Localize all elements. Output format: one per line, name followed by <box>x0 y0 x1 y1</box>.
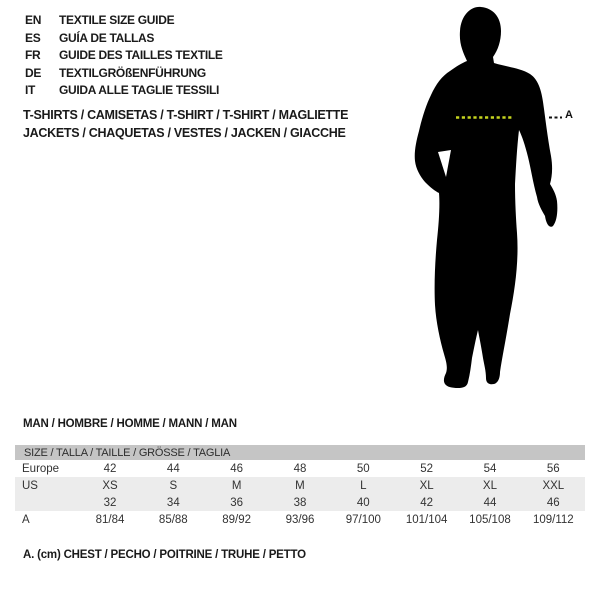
language-row <box>25 30 223 48</box>
table-row-chest <box>15 511 585 528</box>
language-list <box>25 12 223 100</box>
measurement-footnote: A. (cm) CHEST / PECHO / POITRINE / TRUHE / PETTO <box>23 549 306 561</box>
table-row-us <box>15 477 585 494</box>
size-cell: 97/100 <box>345 513 381 526</box>
size-cell: 32 <box>78 494 141 511</box>
row-label: A <box>22 513 30 526</box>
size-cell: 42 <box>395 494 458 511</box>
size-cell: 50 <box>356 462 370 475</box>
size-cell: 48 <box>293 462 307 475</box>
size-cell: XL <box>395 477 458 494</box>
category-list <box>23 107 348 142</box>
size-cell: 52 <box>420 462 434 475</box>
row-label: Europe <box>22 462 60 475</box>
language-label: TEXTILGRÖßENFÜHRUNG <box>59 65 206 80</box>
language-code: FR <box>25 48 41 62</box>
size-cell: 38 <box>268 494 331 511</box>
size-cell: 34 <box>142 494 205 511</box>
language-label: GUIDA ALLE TAGLIE TESSILI <box>59 83 220 97</box>
size-cell: 36 <box>205 494 268 511</box>
size-cell: 89/92 <box>222 513 252 526</box>
size-cell: 105/108 <box>469 513 511 526</box>
man-silhouette-path <box>415 7 558 388</box>
language-code: DE <box>25 65 42 80</box>
size-cell: XXL <box>522 477 585 494</box>
language-code: ES <box>25 30 41 45</box>
language-code: IT <box>25 83 36 97</box>
size-cell: 93/96 <box>285 513 315 526</box>
size-cell: 46 <box>230 462 244 475</box>
size-cell: 44 <box>166 462 180 475</box>
table-header: SIZE / TALLA / TAILLE / GRÖSSE / TAGLIA <box>15 445 585 460</box>
size-cell: 109/112 <box>532 513 574 526</box>
size-cell: 54 <box>483 462 497 475</box>
size-table <box>15 445 585 528</box>
language-code: EN <box>25 13 42 27</box>
row-label: US <box>15 477 78 494</box>
table-row-europe <box>15 460 585 477</box>
row-label <box>15 494 78 511</box>
size-cell: 44 <box>458 494 521 511</box>
category-jackets: JACKETS / CHAQUETAS / VESTES / JACKEN / GIACCHE <box>23 125 346 140</box>
size-cell: S <box>142 477 205 494</box>
language-label: GUÍA DE TALLAS <box>59 30 155 45</box>
table-row-us-numeric <box>15 494 585 511</box>
language-row <box>25 12 223 30</box>
category-tshirts: T-SHIRTS / CAMISETAS / T-SHIRT / T-SHIRT / MAGLIETTE <box>23 108 349 122</box>
size-cell: M <box>205 477 268 494</box>
size-cell: 42 <box>103 462 117 475</box>
size-cell: 46 <box>522 494 585 511</box>
section-title-man: MAN / HOMBRE / HOMME / MANN / MAN <box>23 418 237 430</box>
language-row <box>25 82 223 100</box>
measure-point-label: A <box>565 109 573 121</box>
language-label: TEXTILE SIZE GUIDE <box>59 13 175 27</box>
size-cell: XS <box>78 477 141 494</box>
size-cell: M <box>268 477 331 494</box>
size-cell: XL <box>458 477 521 494</box>
measurement-figure <box>390 0 600 420</box>
size-cell: L <box>332 477 395 494</box>
size-cell: 40 <box>332 494 395 511</box>
language-row <box>25 47 223 65</box>
man-silhouette-image <box>390 0 600 420</box>
language-label: GUIDE DES TAILLES TEXTILE <box>59 48 223 62</box>
size-cell: 81/84 <box>95 513 125 526</box>
size-cell: 56 <box>546 462 560 475</box>
language-row <box>25 65 223 83</box>
size-cell: 85/88 <box>158 513 188 526</box>
size-cell: 101/104 <box>405 513 448 526</box>
table-header-row <box>15 445 585 460</box>
